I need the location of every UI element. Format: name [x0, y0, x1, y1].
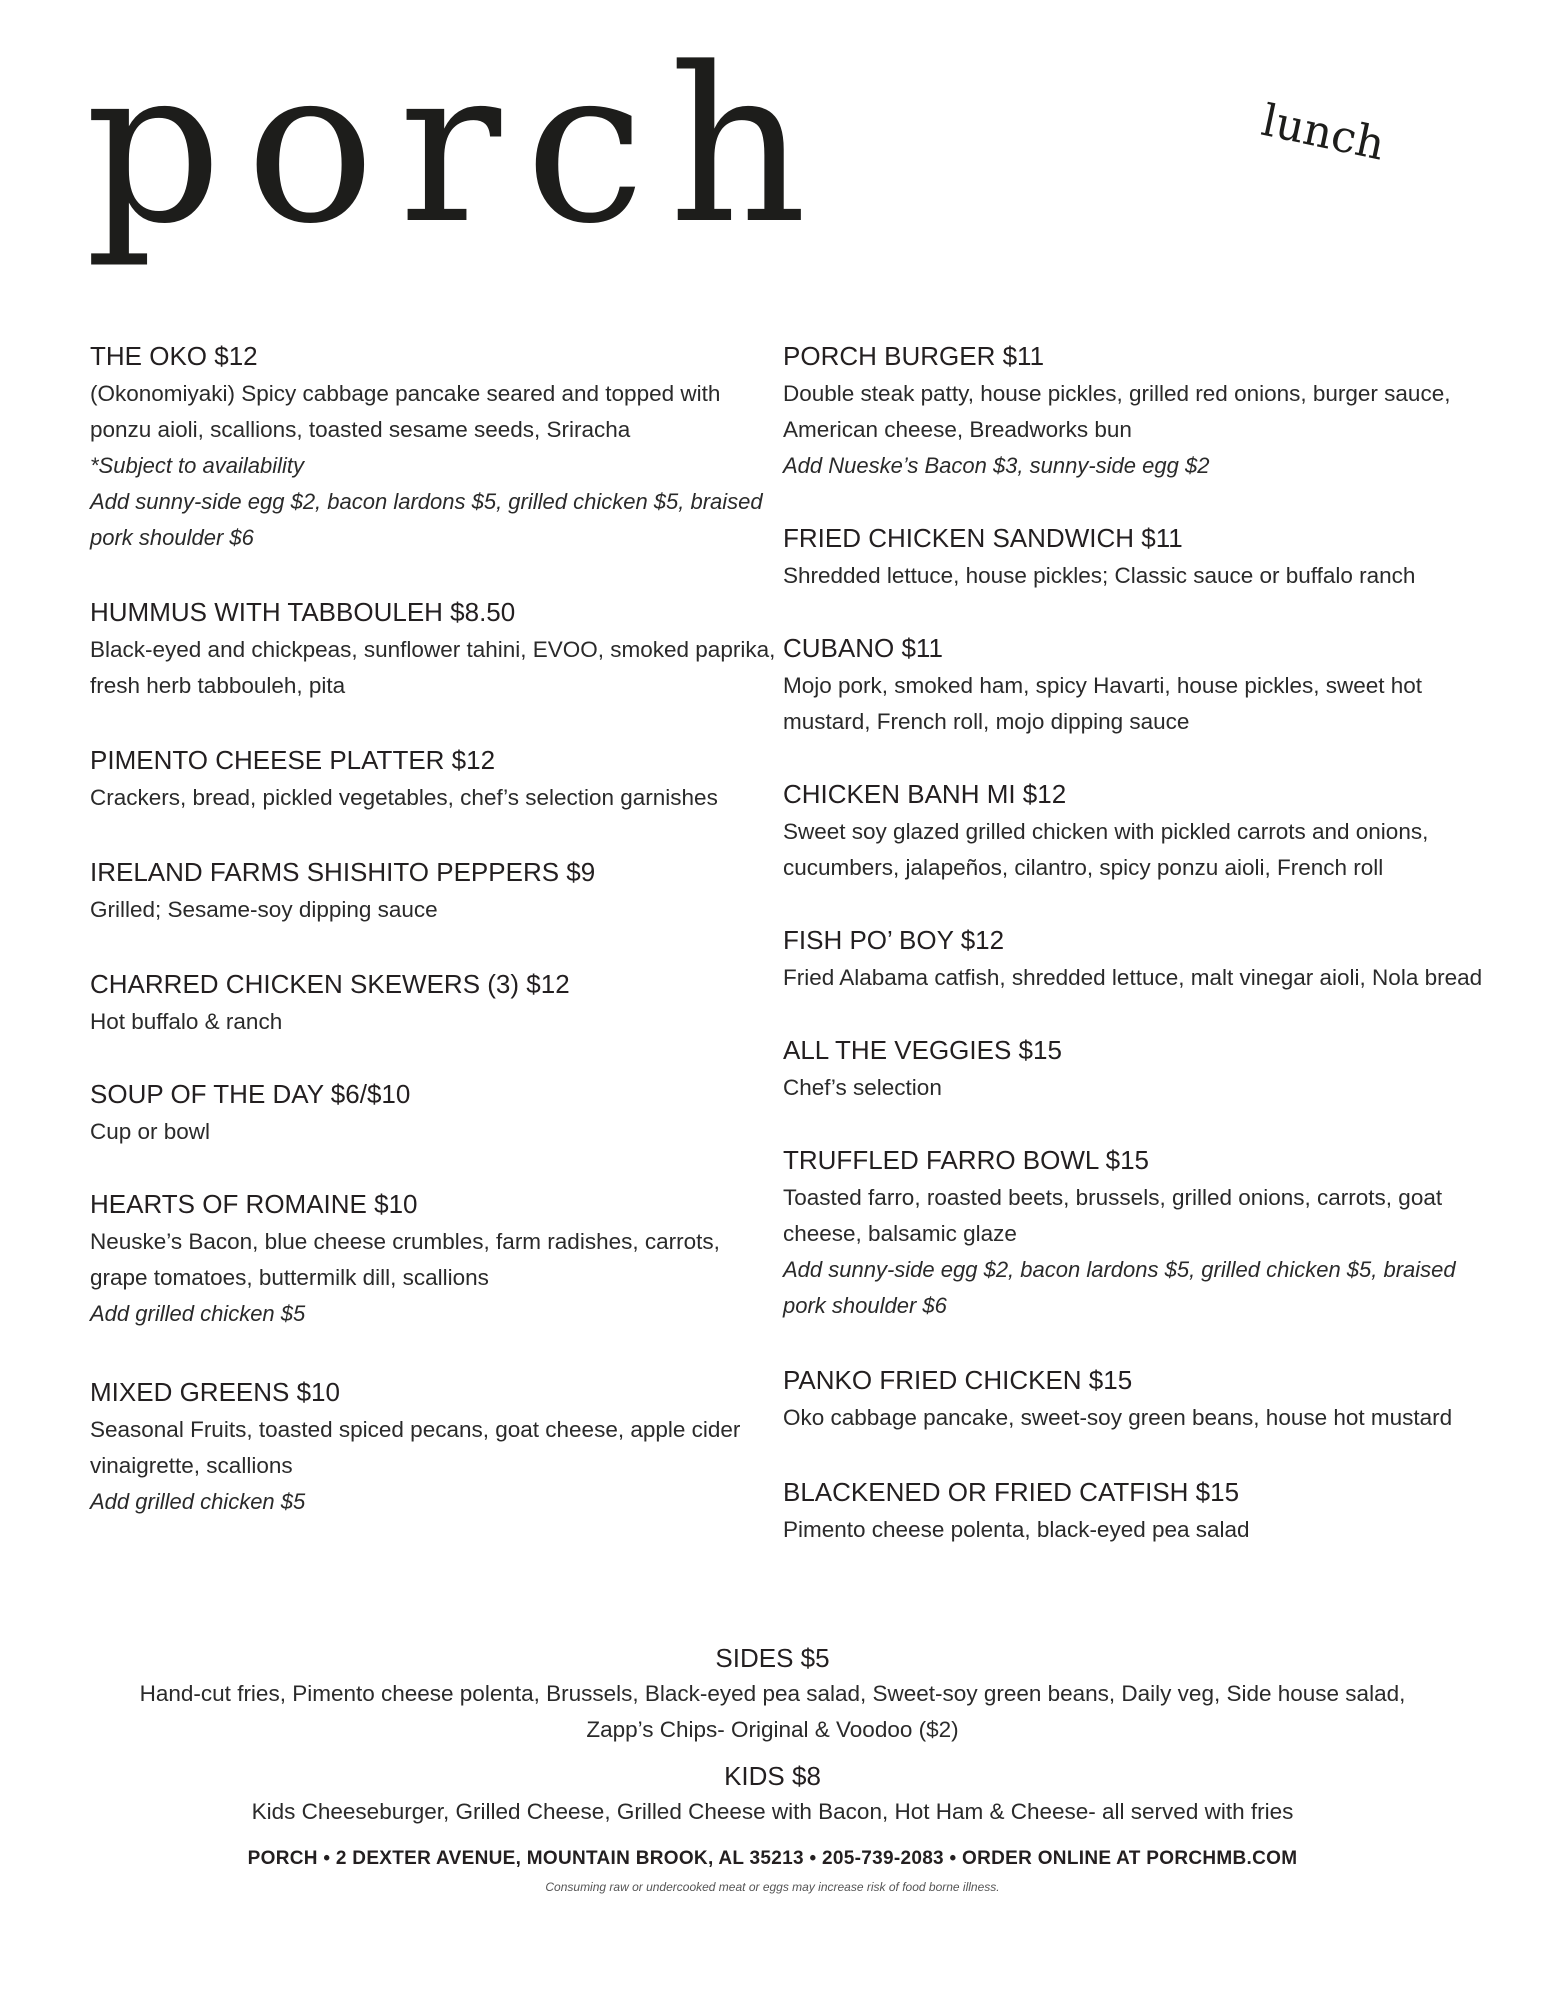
menu-item	[90, 1076, 780, 1150]
menu-item-name: FISH PO’ BOY $12	[783, 925, 1005, 955]
menu-item-name: HUMMUS WITH TABBOULEH $8.50	[90, 597, 516, 627]
menu-item-name: THE OKO $12	[90, 341, 258, 371]
menu-item-name: PANKO FRIED CHICKEN $15	[783, 1365, 1133, 1395]
menu-item-description: Sweet soy glazed grilled chicken with pickled carrots and onions, cucumbers, jalapeños, cilantro, spicy ponzu aioli, French roll	[783, 819, 1429, 880]
menu-item-note: Add Nueske’s Bacon $3, sunny-side egg $2	[783, 453, 1210, 478]
menu-item-note: Add grilled chicken $5	[90, 1489, 306, 1514]
menu-item-description: Chef’s selection	[783, 1075, 942, 1100]
right-menu-column	[783, 338, 1483, 1548]
menu-item	[90, 854, 780, 928]
sides-title: SIDES $5	[715, 1643, 830, 1673]
menu-item-name: CUBANO $11	[783, 633, 943, 663]
menu-item-name: PORCH BURGER $11	[783, 341, 1045, 371]
menu-item	[783, 922, 1483, 996]
menu-item	[90, 338, 780, 556]
menu-item-description: (Okonomiyaki) Spicy cabbage pancake seared and topped with ponzu aioli, scallions, toasted sesame seeds, Sriracha	[90, 381, 721, 442]
menu-item-name: SOUP OF THE DAY $6/$10	[90, 1079, 411, 1109]
left-menu-column	[90, 338, 780, 1520]
menu-item-description: Mojo pork, smoked ham, spicy Havarti, house pickles, sweet hot mustard, French roll, mojo dipping sauce	[783, 673, 1423, 734]
footer-disclaimer: Consuming raw or undercooked meat or eggs may increase risk of food borne illness.	[545, 1880, 1000, 1894]
menu-item-description: Neuske’s Bacon, blue cheese crumbles, farm radishes, carrots, grape tomatoes, buttermilk dill, scallions	[90, 1229, 720, 1290]
menu-item-name: IRELAND FARMS SHISHITO PEPPERS $9	[90, 857, 596, 887]
menu-item	[90, 742, 780, 816]
kids-title: KIDS $8	[724, 1761, 821, 1791]
menu-item	[783, 1474, 1483, 1548]
menu-item-description: Fried Alabama catfish, shredded lettuce, malt vinegar aioli, Nola bread	[783, 965, 1483, 990]
menu-item-name: BLACKENED OR FRIED CATFISH $15	[783, 1477, 1240, 1507]
menu-item-description: Shredded lettuce, house pickles; Classic sauce or buffalo ranch	[783, 563, 1416, 588]
menu-item-note: Add sunny-side egg $2, bacon lardons $5, grilled chicken $5, braised pork shoulder $6	[90, 489, 763, 550]
menu-item	[783, 1142, 1483, 1324]
sides-text-line-2: Zapp’s Chips- Original & Voodoo ($2)	[586, 1717, 959, 1742]
menu-item-description: Oko cabbage pancake, sweet-soy green beans, house hot mustard	[783, 1405, 1453, 1430]
menu-item-name: CHARRED CHICKEN SKEWERS (3) $12	[90, 969, 570, 999]
menu-item-description: Black-eyed and chickpeas, sunflower tahini, EVOO, smoked paprika, fresh herb tabbouleh, pita	[90, 637, 776, 698]
menu-item-note: Add sunny-side egg $2, bacon lardons $5, grilled chicken $5, braised pork shoulder $6	[783, 1257, 1456, 1318]
menu-item-name: PIMENTO CHEESE PLATTER $12	[90, 745, 496, 775]
menu-item	[783, 776, 1483, 886]
menu-type-label: lunch	[1257, 95, 1390, 171]
menu-item	[783, 520, 1483, 594]
menu-item-note: Add grilled chicken $5	[90, 1301, 306, 1326]
sides-text-line-1: Hand-cut fries, Pimento cheese polenta, Brussels, Black-eyed pea salad, Sweet-soy green beans, Daily veg, Side house salad,	[139, 1681, 1406, 1706]
menu-item	[783, 338, 1483, 484]
menu-item-note: *Subject to availability	[90, 453, 305, 478]
menu-item-description: Pimento cheese polenta, black-eyed pea salad	[783, 1517, 1250, 1542]
menu-item-name: CHICKEN BANH MI $12	[783, 779, 1067, 809]
menu-item-description: Crackers, bread, pickled vegetables, chef’s selection garnishes	[90, 785, 718, 810]
logo-porch: porch	[85, 22, 831, 271]
menu-item-name: FRIED CHICKEN SANDWICH $11	[783, 523, 1183, 553]
menu-item	[90, 594, 780, 704]
kids-section	[0, 1758, 1545, 1830]
menu-item-description: Grilled; Sesame-soy dipping sauce	[90, 897, 438, 922]
menu-item	[783, 1032, 1483, 1106]
menu-item	[783, 630, 1483, 740]
menu-item-description: Double steak patty, house pickles, grilled red onions, burger sauce, American cheese, Breadworks bun	[783, 381, 1451, 442]
menu-item-name: ALL THE VEGGIES $15	[783, 1035, 1062, 1065]
menu-item	[90, 1374, 780, 1520]
menu-item-description: Toasted farro, roasted beets, brussels, grilled onions, carrots, goat cheese, balsamic glaze	[783, 1185, 1443, 1246]
menu-item	[90, 966, 780, 1040]
menu-item-name: HEARTS OF ROMAINE $10	[90, 1189, 418, 1219]
menu-item-name: MIXED GREENS $10	[90, 1377, 340, 1407]
menu-item	[90, 1186, 780, 1332]
footer-address: PORCH • 2 DEXTER AVENUE, MOUNTAIN BROOK, AL 35213 • 205-739-2083 • ORDER ONLINE AT PORCHMB.COM	[247, 1848, 1298, 1869]
menu-item	[783, 1362, 1483, 1436]
menu-item-description: Cup or bowl	[90, 1119, 211, 1144]
menu-item-description: Hot buffalo & ranch	[90, 1009, 283, 1034]
menu-item-name: TRUFFLED FARRO BOWL $15	[783, 1145, 1149, 1175]
sides-section	[0, 1640, 1545, 1748]
kids-text: Kids Cheeseburger, Grilled Cheese, Grilled Cheese with Bacon, Hot Ham & Cheese- all served with fries	[251, 1799, 1294, 1824]
menu-item-description: Seasonal Fruits, toasted spiced pecans, goat cheese, apple cider vinaigrette, scallions	[90, 1417, 741, 1478]
